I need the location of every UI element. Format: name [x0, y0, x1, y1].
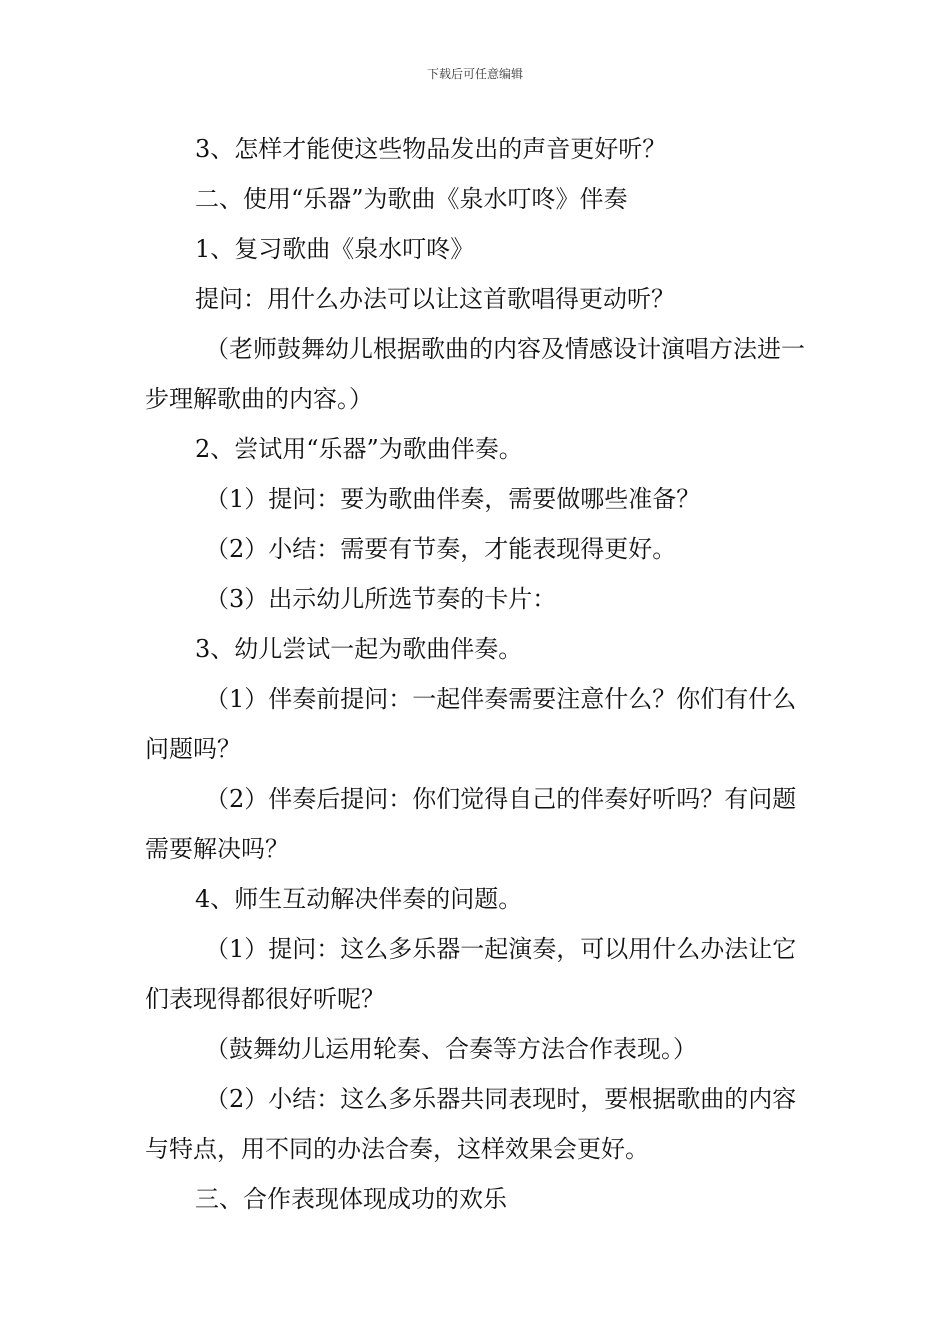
section-heading: 二、使用“乐器”为歌曲《泉水叮咚》伴奏	[195, 185, 628, 213]
paragraph: 4、师生互动解决伴奏的问题。	[195, 885, 523, 913]
paragraph: （1）提问：这么多乐器一起演奏，可以用什么办法让它们表现得都很好听呢？	[145, 935, 797, 1013]
paragraph: 3、怎样才能使这些物品发出的声音更好听？	[195, 135, 667, 163]
paragraph: （2）小结：这么多乐器共同表现时，要根据歌曲的内容与特点，用不同的办法合奏，这样效果会更好。	[145, 1085, 797, 1163]
paragraph: 3、幼儿尝试一起为歌曲伴奏。	[195, 635, 523, 663]
paragraph: （2）小结：需要有节奏，才能表现得更好。	[205, 535, 677, 563]
document-body	[145, 124, 815, 1224]
section-heading: 三、合作表现体现成功的欢乐	[195, 1185, 507, 1213]
paragraph: （3）出示幼儿所选节奏的卡片：	[205, 585, 557, 613]
paragraph: （2）伴奏后提问：你们觉得自己的伴奏好听吗？有问题需要解决吗？	[145, 785, 797, 863]
page-header: 下载后可任意编辑	[426, 67, 523, 81]
paragraph: 1、复习歌曲《泉水叮咚》	[195, 235, 475, 263]
paragraph: （1）提问：要为歌曲伴奏，需要做哪些准备？	[205, 485, 701, 513]
paragraph: （鼓舞幼儿运用轮奏、合奏等方法合作表现。）	[205, 1035, 697, 1063]
paragraph: （老师鼓舞幼儿根据歌曲的内容及情感设计演唱方法进一步理解歌曲的内容。）	[145, 335, 805, 413]
paragraph: 2、尝试用“乐器”为歌曲伴奏。	[195, 435, 523, 463]
paragraph: （1）伴奏前提问：一起伴奏需要注意什么？你们有什么问题吗？	[145, 685, 797, 763]
paragraph: 提问：用什么办法可以让这首歌唱得更动听？	[195, 285, 675, 313]
